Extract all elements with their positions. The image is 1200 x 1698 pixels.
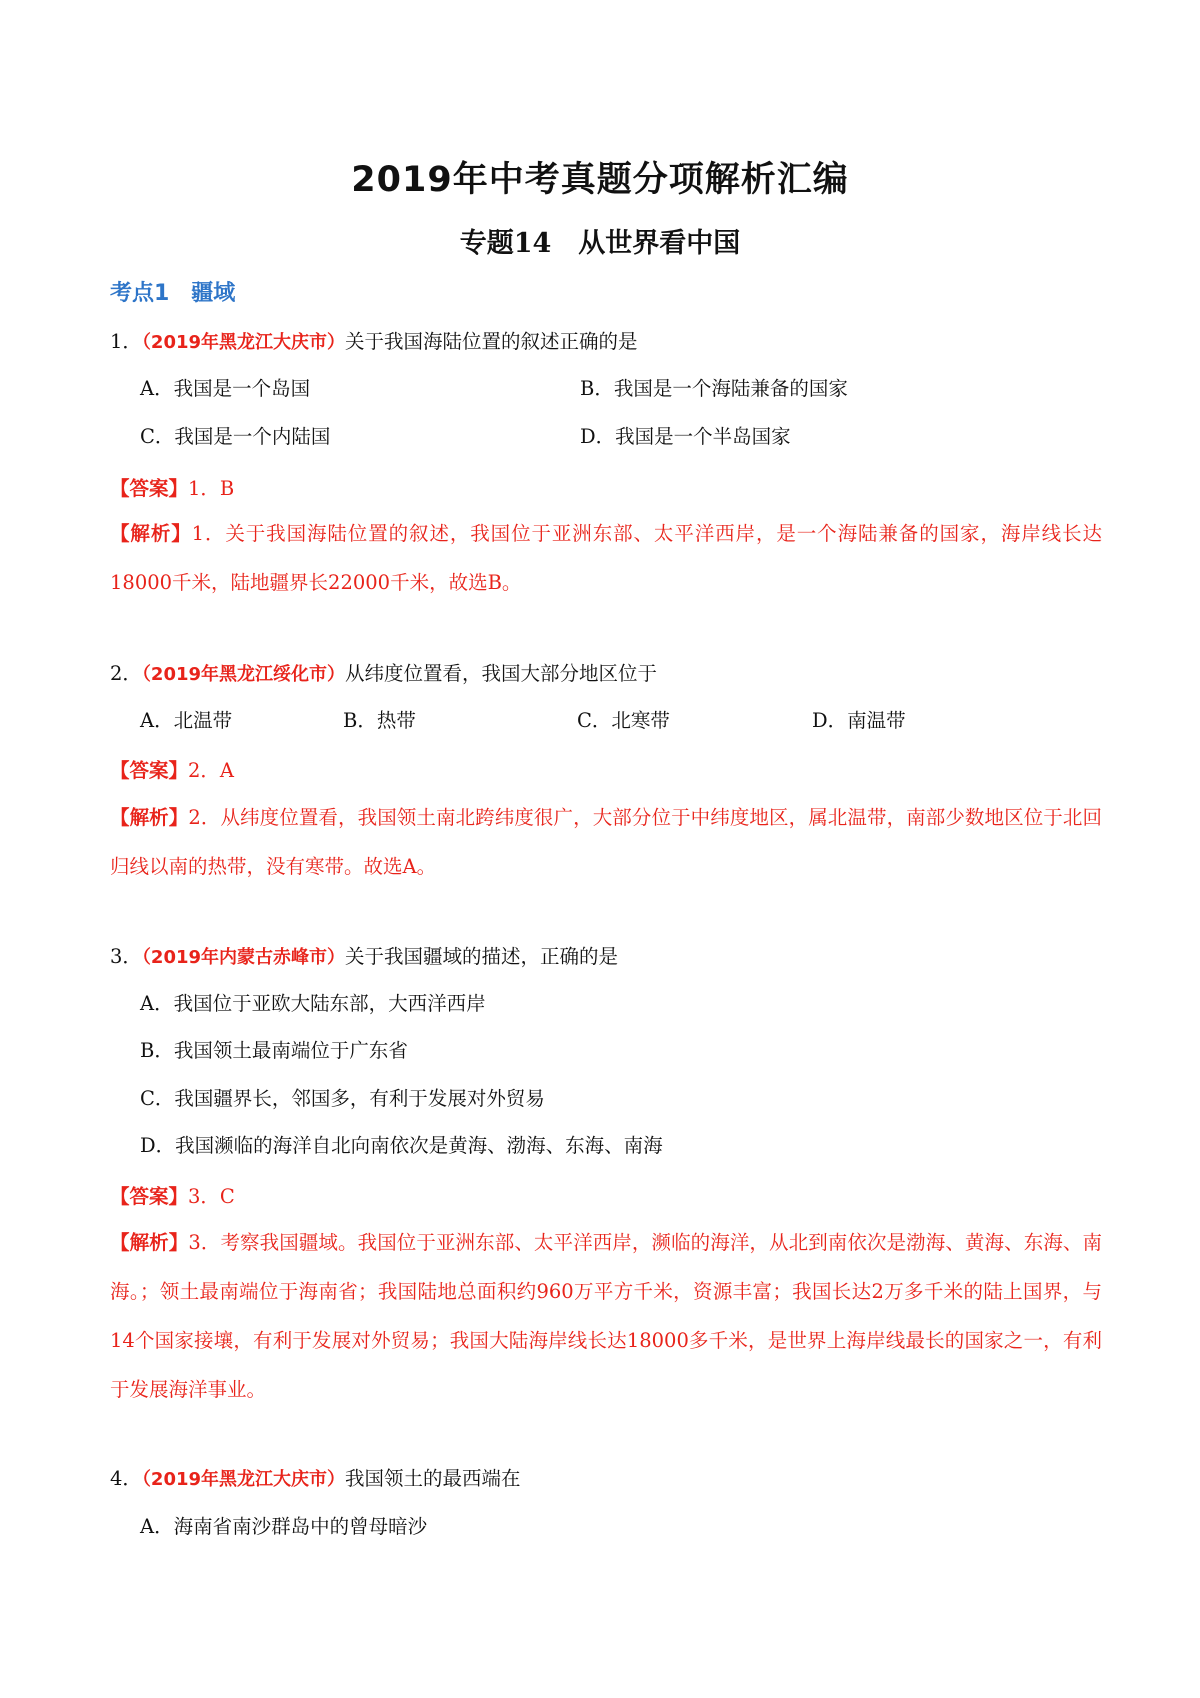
analysis-text: 1．关于我国海陆位置的叙述，我国位于亚洲东部、太平洋西岸，是一个海陆兼备的国家，海岸线长达18000千米，陆地疆界长22000千米，故选B。 — [110, 522, 1102, 594]
analysis-label: 【解析】 — [110, 806, 189, 829]
question-source: （2019年内蒙古赤峰市） — [141, 947, 346, 968]
question-source: （2019年黑龙江绥化市） — [141, 664, 346, 685]
question-source: （2019年黑龙江大庆市） — [141, 1469, 346, 1490]
question-3-analysis — [110, 1218, 1102, 1414]
question-4-stem — [110, 1465, 521, 1494]
analysis-label: 【解析】 — [110, 1231, 189, 1254]
question-2-option-d: D．南温带 — [812, 709, 906, 732]
question-2-stem — [110, 660, 657, 689]
question-2-option-c: C．北寒带 — [577, 709, 670, 732]
answer-value: 2．A — [188, 759, 235, 782]
answer-label: 【答案】 — [110, 759, 189, 782]
question-number: 2． — [110, 662, 142, 685]
answer-value: 1．B — [188, 477, 235, 500]
section-heading: 考点1 疆域 — [110, 281, 236, 306]
question-1-option-b: B．我国是一个海陆兼备的国家 — [580, 377, 848, 400]
question-1-answer — [110, 473, 234, 501]
answer-label: 【答案】 — [110, 1185, 189, 1208]
question-source: （2019年黑龙江大庆市） — [141, 332, 346, 353]
question-text: 从纬度位置看，我国大部分地区位于 — [345, 662, 658, 685]
question-1-option-c: C．我国是一个内陆国 — [140, 425, 331, 448]
question-text: 关于我国海陆位置的叙述正确的是 — [345, 330, 638, 353]
question-3-answer — [110, 1181, 235, 1209]
analysis-text: 3．考察我国疆域。我国位于亚洲东部、太平洋西岸，濒临的海洋，从北到南依次是渤海、黄海、东海、南海。；领土最南端位于海南省；我国陆地总面积约960万平方千米，资源丰富；我国长达2万多千米的陆上国界，与14个国家接壤，有利于发展对外贸易；我国大陆海岸线长达18000多千米，是世界上海岸线最长的国家之一，有利于发展海洋事业。 — [110, 1231, 1102, 1401]
question-3-option-b: B．我国领土最南端位于广东省 — [140, 1039, 408, 1062]
page-subtitle: 专题14 从世界看中国 — [459, 228, 741, 259]
question-3-option-c: C．我国疆界长，邻国多，有利于发展对外贸易 — [140, 1087, 545, 1110]
answer-value: 3．C — [188, 1185, 235, 1208]
answer-label: 【答案】 — [110, 477, 189, 500]
question-1-analysis — [110, 509, 1102, 607]
question-number: 3． — [110, 945, 142, 968]
question-3-option-a: A．我国位于亚欧大陆东部，大西洋西岸 — [140, 992, 486, 1015]
question-1-option-d: D．我国是一个半岛国家 — [580, 425, 791, 448]
question-1-stem — [110, 328, 638, 357]
page-title: 2019年中考真题分项解析汇编 — [351, 160, 849, 200]
question-4-option-a: A．海南省南沙群岛中的曾母暗沙 — [140, 1515, 428, 1538]
question-3-stem — [110, 943, 618, 972]
question-2-option-a: A．北温带 — [140, 709, 233, 732]
question-text: 关于我国疆域的描述，正确的是 — [345, 945, 619, 968]
question-2-analysis — [110, 793, 1102, 891]
question-3-option-d: D．我国濒临的海洋自北向南依次是黄海、渤海、东海、南海 — [140, 1134, 663, 1157]
analysis-text: 2．从纬度位置看，我国领土南北跨纬度很广，大部分位于中纬度地区，属北温带，南部少数地区位于北回归线以南的热带，没有寒带。故选A。 — [110, 806, 1102, 878]
question-number: 1． — [110, 330, 142, 353]
question-1-option-a: A．我国是一个岛国 — [140, 377, 311, 400]
question-number: 4． — [110, 1467, 142, 1490]
question-2-option-b: B．热带 — [343, 709, 416, 732]
question-2-answer — [110, 755, 234, 783]
question-text: 我国领土的最西端在 — [345, 1467, 521, 1490]
analysis-label: 【解析】 — [110, 522, 192, 545]
